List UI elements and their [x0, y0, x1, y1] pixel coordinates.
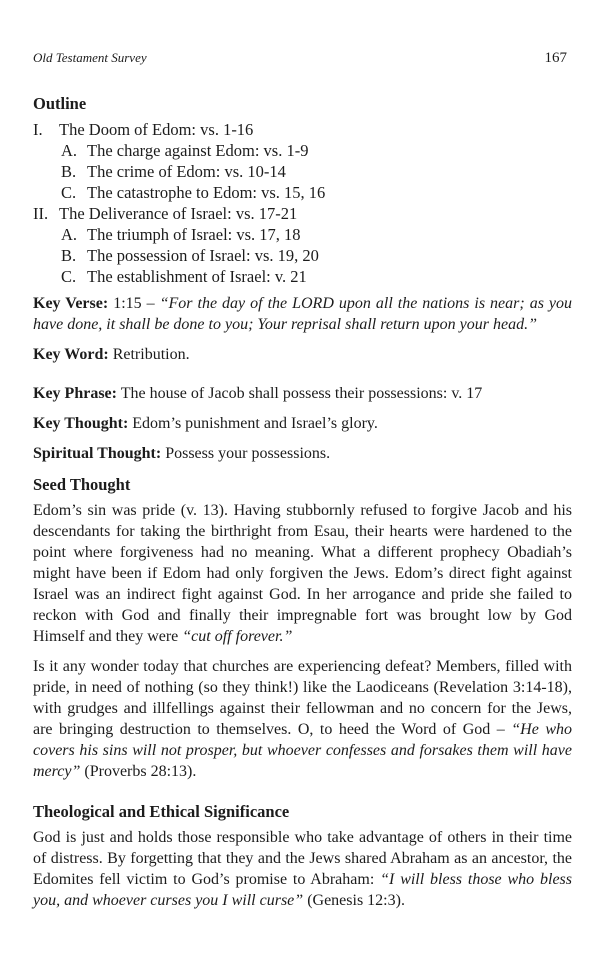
seed-thought-heading: Seed Thought: [33, 475, 131, 494]
outline-item-text: The Doom of Edom: vs. 1-16: [59, 120, 254, 139]
theological-quote: “I will bless those who bless you, and whoever curses you I will curse”: [33, 871, 572, 909]
outline-item-text: The catastrophe to Edom: vs. 15, 16: [87, 183, 326, 202]
outline-item-number: C.: [61, 267, 77, 286]
key-word: [33, 344, 572, 365]
key-verse-ref: 1:15 –: [108, 295, 160, 312]
spiritual-thought-text: Possess your possessions.: [161, 445, 331, 462]
outline-item-text: The possession of Israel: vs. 19, 20: [87, 246, 319, 265]
outline-item-number: I.: [33, 120, 43, 139]
outline-item-text: The charge against Edom: vs. 1-9: [87, 141, 309, 160]
outline-item-text: The triumph of Israel: vs. 17, 18: [87, 225, 301, 244]
outline-item-number: B.: [61, 246, 77, 265]
theological-text: God is just and holds those responsible who take advantage of others in their time of distress. By forgetting that they and the Jews shared Abraham as an ancestor, the Edomites fell victim to God’s promise to Abraham:: [33, 829, 572, 888]
outline-item: [33, 182, 572, 203]
outline-item: [33, 140, 572, 161]
key-phrase: [33, 383, 572, 404]
page-content: [33, 92, 572, 920]
seed-thought-p1-quote: “cut off forever.”: [182, 628, 293, 645]
seed-thought-p1-text: Edom’s sin was pride (v. 13). Having stubbornly refused to forgive Jacob and his descendants for taking the birthright from Esau, their hearts were hardened to the point where forgiveness had no meaning. What a different prophecy Obadiah’s might have been if Edom had only forgiven the Jews. Edom’s direct fight against Israel was an indirect fight against God. In her arrogance and pride she failed to reckon with God and finally their impregnable fort was brought low by God Himself and they were: [33, 502, 572, 645]
outline-item: [33, 161, 572, 182]
theological-heading: Theological and Ethical Significance: [33, 802, 290, 821]
key-thought-label: Key Thought:: [33, 415, 129, 432]
seed-thought-p2-text: Is it any wonder today that churches are experiencing defeat? Members, filled with pride, in need of nothing (so they think!) like the Laodiceans (Revelation 3:14-18), with grudges and illfellings against their fellowman and no concern for the Jews, are bringing destruction to themselves. O, to heed the Word of God –: [33, 658, 572, 738]
key-phrase-label: Key Phrase:: [33, 385, 117, 402]
outline-heading: Outline: [33, 94, 87, 113]
seed-thought-paragraph-2: [33, 656, 572, 782]
key-thought: [33, 413, 572, 434]
seed-thought-paragraph-1: [33, 500, 572, 647]
outline-item-text: The Deliverance of Israel: vs. 17-21: [59, 204, 298, 223]
theological-paragraph: [33, 827, 572, 911]
outline-item: [33, 224, 572, 245]
outline-item: [33, 119, 572, 140]
spiritual-thought: [33, 443, 572, 464]
key-word-text: Retribution.: [108, 346, 190, 363]
outline-list: [33, 119, 572, 287]
key-verse: [33, 293, 572, 335]
page-number: 167: [544, 50, 567, 66]
key-thought-text: Edom’s punishment and Israel’s glory.: [128, 415, 378, 432]
outline-item-number: A.: [61, 225, 78, 244]
outline-item-text: The establishment of Israel: v. 21: [87, 267, 307, 286]
key-verse-label: Key Verse:: [33, 295, 109, 312]
outline-item: [33, 203, 572, 224]
outline-item: [33, 266, 572, 287]
outline-item-number: II.: [33, 204, 49, 223]
spiritual-thought-label: Spiritual Thought:: [33, 445, 162, 462]
outline-item-number: A.: [61, 141, 78, 160]
key-verse-quote: “For the day of the LORD upon all the nations is near; as you have done, it shall be done to you; Your reprisal shall return upon your head.”: [33, 295, 573, 333]
running-title: Old Testament Survey: [33, 50, 147, 65]
outline-item: [33, 245, 572, 266]
outline-item-number: C.: [61, 183, 77, 202]
page-header: [33, 50, 567, 67]
key-phrase-text: The house of Jacob shall possess their possessions: v. 17: [116, 385, 483, 402]
key-word-label: Key Word:: [33, 346, 109, 363]
seed-thought-p2-quote: “He who covers his sins will not prosper, but whoever confesses and forsakes them will have mercy”: [33, 721, 572, 780]
outline-item-text: The crime of Edom: vs. 10-14: [87, 162, 286, 181]
outline-item-number: B.: [61, 162, 77, 181]
theological-ref: (Genesis 12:3).: [303, 892, 405, 909]
seed-thought-p2-ref: (Proverbs 28:13).: [80, 763, 197, 780]
